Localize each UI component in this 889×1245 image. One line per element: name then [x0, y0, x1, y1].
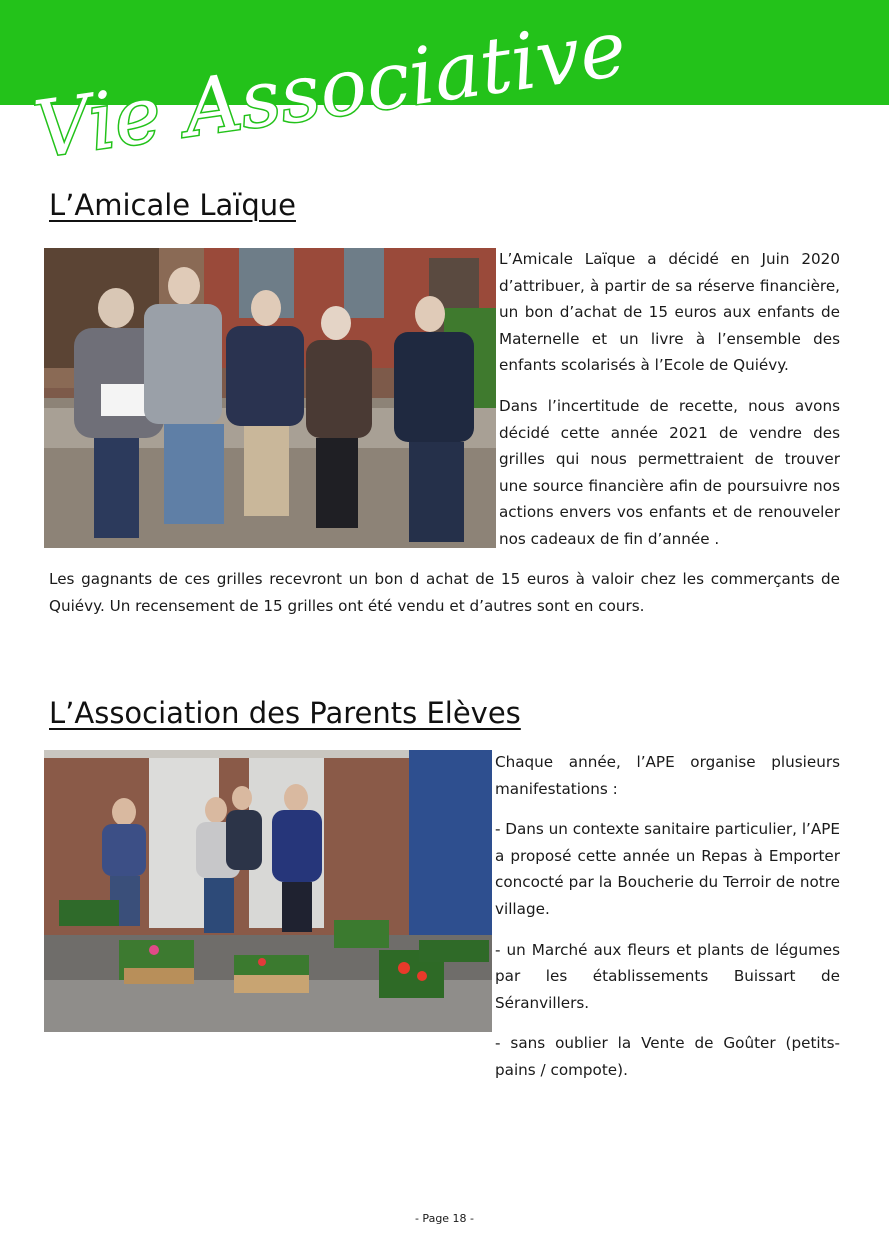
ape-photo: [44, 750, 492, 1032]
page-number: - Page 18 -: [414, 1212, 475, 1225]
header-title: [29, 3, 632, 176]
amicale-photo: [44, 248, 496, 548]
ape-paragraph-3: - un Marché aux fleurs et plants de légumes par les établissements Buissart de Séranvillers.: [495, 940, 840, 1012]
amicale-paragraph-2: Dans l’incertitude de recette, nous avons décidé cette année 2021 de vendre des grilles qui nous permettraient de trouver une source financière afin de poursuivre nos actions envers vos enfants et de renouveler nos cadeaux de fin d’année .: [499, 396, 840, 548]
ape-heading: L’Association des Parents Elèves: [49, 696, 521, 730]
amicale-full-paragraph: Les gagnants de ces grilles recevront un bon d achat de 15 euros à valoir chez les commerçants de Quiévy. Un recensement de 15 grilles ont été vendu et d’autres sont en cours.: [49, 570, 840, 615]
amicale-paragraph-1: L’Amicale Laïque a décidé en Juin 2020 d’attribuer, à partir de sa réserve financière, un bon d’achat de 15 euros aux enfants de Maternelle et un livre à l’ensemble des enfants scolarisés à l’Ecole de Quiévy.: [499, 250, 840, 375]
header-title-text: Vie Associative: [29, 3, 632, 176]
amicale-heading: L’Amicale Laïque: [49, 188, 296, 222]
ape-paragraph-1: Chaque année, l’APE organise plusieurs manifestations :: [495, 753, 840, 798]
ape-paragraph-4: - sans oublier la Vente de Goûter (petits-pains / compote).: [495, 1034, 840, 1079]
amicale-side-text: [499, 246, 840, 567]
ape-side-text: [495, 749, 840, 1098]
ape-paragraph-2: - Dans un contexte sanitaire particulier, l’APE a proposé cette année un Repas à Emporter concocté par la Boucherie du Terroir de notre village.: [495, 820, 841, 918]
